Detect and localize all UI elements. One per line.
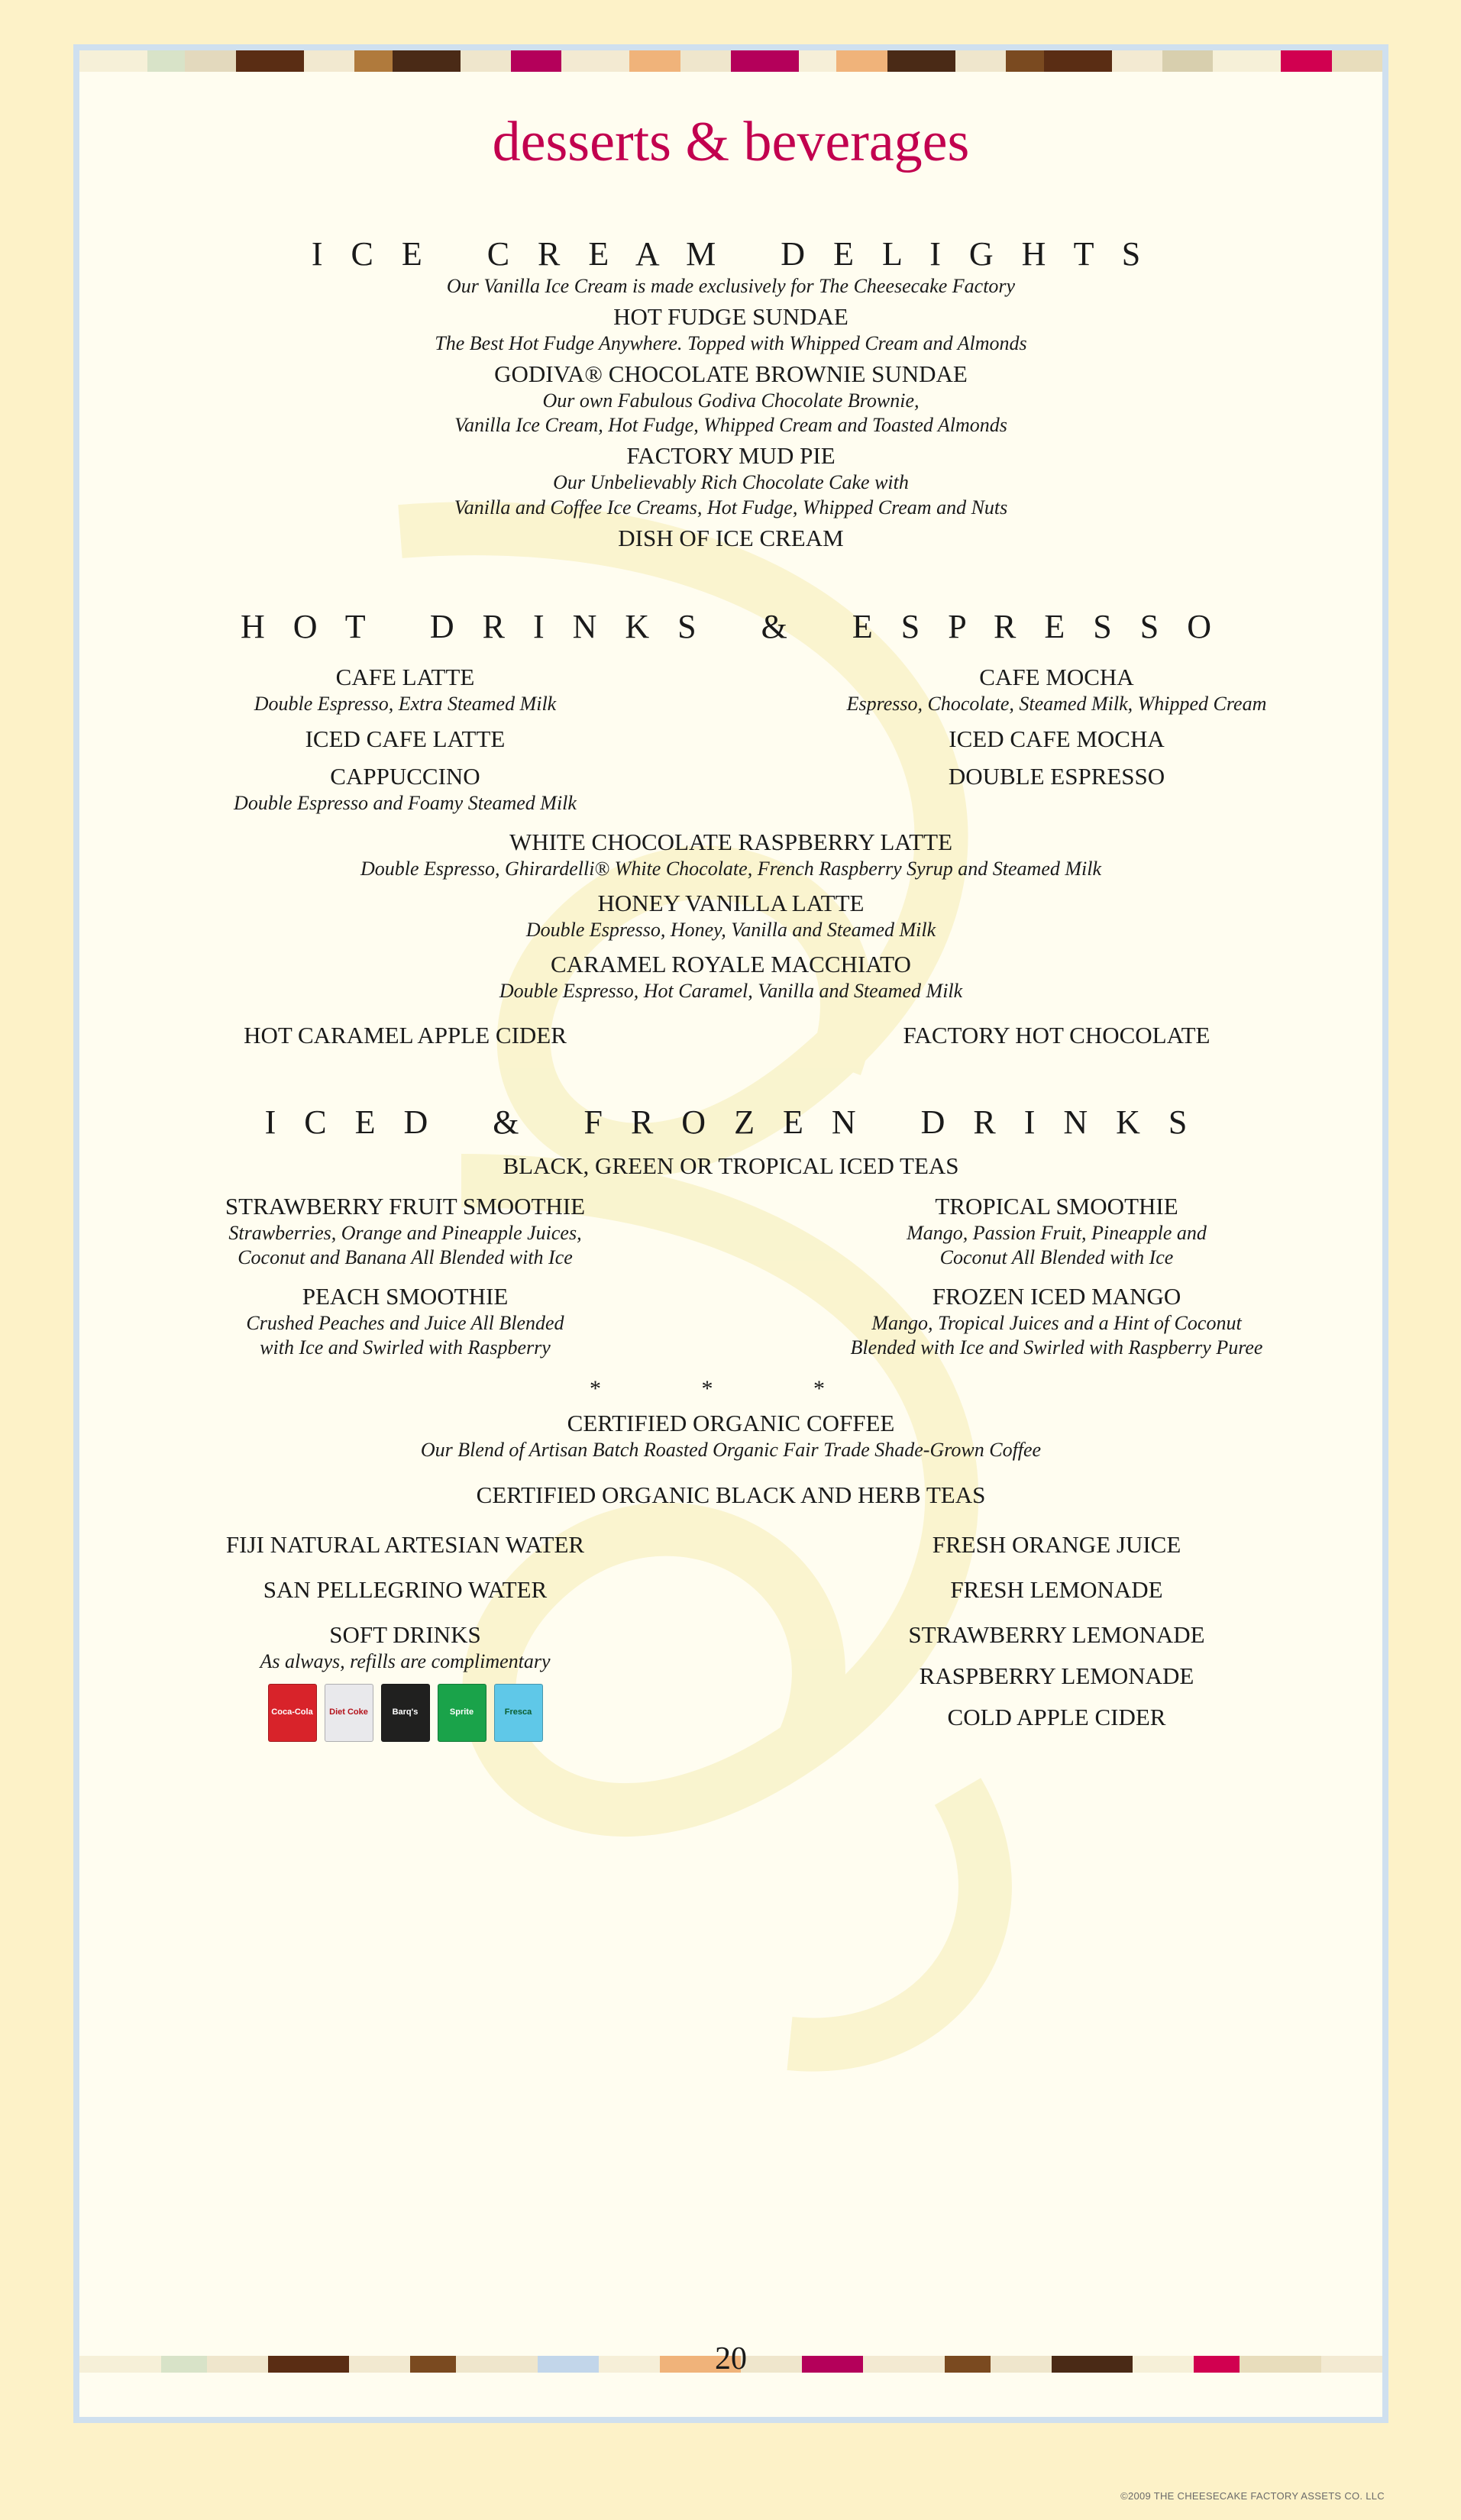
menu-item-desc: Mango, Passion Fruit, Pineapple and (907, 1222, 1207, 1245)
menu-item-desc: Coconut and Banana All Blended with Ice (238, 1246, 573, 1269)
pair-right (731, 1016, 1382, 1049)
menu-item-name[interactable]: DISH OF ICE CREAM (618, 524, 844, 551)
menu-item-name[interactable]: CERTIFIED ORGANIC BLACK AND HERB TEAS (476, 1481, 986, 1509)
pair-left (79, 1616, 731, 1742)
pair-right (731, 1571, 1382, 1604)
section-hot-drinks-espresso (79, 607, 1382, 1050)
pair-left (79, 658, 731, 716)
menu-content (79, 50, 1382, 1742)
menu-item-desc: The Best Hot Fudge Anywhere. Topped with Whipped Cream and Almonds (435, 331, 1027, 354)
drink-pair-row (79, 1526, 1382, 1559)
section-divider-stars: * * * (590, 1375, 872, 1401)
menu-item-desc: Mango, Tropical Juices and a Hint of Coconut (871, 1311, 1242, 1334)
menu-item-desc: Double Espresso, Ghirardelli® White Chocolate, French Raspberry Syrup and Steamed Milk (360, 857, 1102, 880)
menu-item-name[interactable]: TROPICAL SMOOTHIE (935, 1193, 1178, 1220)
drink-pair-row (79, 758, 1382, 815)
drink-pair-row (79, 720, 1382, 753)
menu-item-name[interactable]: FACTORY HOT CHOCOLATE (903, 1022, 1210, 1049)
section-title: I C E D & F R O Z E N D R I N K S (264, 1103, 1198, 1142)
menu-item-desc: Blended with Ice and Swirled with Raspberry Puree (850, 1336, 1263, 1359)
pair-right (731, 1278, 1382, 1359)
menu-item-name[interactable]: FACTORY MUD PIE (626, 442, 836, 470)
copyright-notice: ©2009 THE CHEESECAKE FACTORY ASSETS CO. LLC (1120, 2490, 1385, 2502)
page-title: desserts & beverages (492, 111, 970, 173)
menu-item-desc: As always, refills are complimentary (260, 1649, 551, 1672)
soda-logo-barqs: Barq's (381, 1684, 430, 1742)
menu-item-name[interactable]: CARAMEL ROYALE MACCHIATO (551, 951, 911, 978)
menu-item-name[interactable]: COLD APPLE CIDER (947, 1703, 1166, 1730)
pair-left (79, 1187, 731, 1269)
menu-item-desc: Vanilla and Coffee Ice Creams, Hot Fudge, Whipped Cream and Nuts (454, 496, 1008, 519)
pair-left (79, 1016, 731, 1049)
drink-pair-row (79, 658, 1382, 716)
menu-item-name[interactable]: FROZEN ICED MANGO (932, 1282, 1181, 1310)
pair-right (731, 658, 1382, 716)
menu-item-name[interactable]: CAFE MOCHA (979, 663, 1134, 690)
menu-item-desc: with Ice and Swirled with Raspberry (260, 1336, 551, 1359)
section-title: H O T D R I N K S & E S P R E S S O (241, 607, 1221, 645)
soda-logo-coca-cola: Coca-Cola (268, 1684, 317, 1742)
menu-item-desc: Vanilla Ice Cream, Hot Fudge, Whipped Cream and Toasted Almonds (454, 414, 1007, 437)
menu-item-name[interactable]: HONEY VANILLA LATTE (597, 890, 865, 917)
menu-item-desc: Double Espresso and Foamy Steamed Milk (234, 791, 577, 814)
pair-left (79, 758, 731, 815)
menu-item-name[interactable]: FIJI NATURAL ARTESIAN WATER (225, 1531, 585, 1559)
pair-right (731, 758, 1382, 815)
pair-right (731, 1616, 1382, 1742)
menu-item-name[interactable]: STRAWBERRY FRUIT SMOOTHIE (225, 1193, 586, 1220)
menu-item-name[interactable]: PEACH SMOOTHIE (302, 1282, 509, 1310)
pair-left (79, 720, 731, 753)
soda-logo-fresca: Fresca (494, 1684, 543, 1742)
menu-item-desc: Coconut All Blended with Ice (939, 1246, 1174, 1269)
menu-item-name[interactable]: FRESH ORANGE JUICE (932, 1531, 1181, 1559)
page-number: 20 (715, 2341, 747, 2376)
pair-right (731, 1187, 1382, 1269)
section-ice-cream-delights (79, 234, 1382, 552)
drink-pair-row (79, 1016, 1382, 1049)
menu-item-desc: Double Espresso, Extra Steamed Milk (254, 692, 557, 715)
soda-logo-sprite: Sprite (438, 1684, 486, 1742)
menu-item-desc: Espresso, Chocolate, Steamed Milk, Whipped Cream (846, 692, 1267, 715)
soda-logo-diet-coke: Diet Coke (325, 1684, 373, 1742)
pair-left (79, 1571, 731, 1604)
menu-item-desc: Our Blend of Artisan Batch Roasted Organic Fair Trade Shade-Grown Coffee (420, 1438, 1042, 1461)
pair-right (731, 1526, 1382, 1559)
menu-item-name[interactable]: FRESH LEMONADE (950, 1576, 1163, 1604)
drink-pair-row (79, 1616, 1382, 1742)
drink-pair-row (79, 1187, 1382, 1269)
menu-item-desc: Double Espresso, Honey, Vanilla and Steamed Milk (525, 919, 936, 942)
menu-item-name[interactable]: CERTIFIED ORGANIC COFFEE (567, 1409, 895, 1436)
menu-item-desc: Strawberries, Orange and Pineapple Juices, (228, 1222, 582, 1245)
menu-item-name[interactable]: DOUBLE ESPRESSO (948, 762, 1165, 790)
drink-pair-row (79, 1278, 1382, 1359)
menu-page (79, 50, 1382, 2417)
menu-item-name[interactable]: GODIVA® CHOCOLATE BROWNIE SUNDAE (494, 360, 968, 388)
section-iced-frozen-drinks (79, 1103, 1382, 1742)
menu-item-name[interactable]: RASPBERRY LEMONADE (919, 1662, 1194, 1689)
section-title: I C E C R E A M D E L I G H T S (311, 235, 1151, 273)
menu-item-name[interactable]: STRAWBERRY LEMONADE (908, 1620, 1205, 1648)
menu-item-name[interactable]: SAN PELLEGRINO WATER (263, 1576, 548, 1604)
menu-item-name[interactable]: CAPPUCCINO (330, 762, 480, 790)
soft-drink-logo-row (79, 1684, 731, 1742)
menu-item-name[interactable]: WHITE CHOCOLATE RASPBERRY LATTE (509, 828, 953, 855)
drink-pair-row (79, 1571, 1382, 1604)
menu-item-name[interactable]: ICED CAFE LATTE (305, 725, 506, 752)
menu-item-desc: Our own Fabulous Godiva Chocolate Brownie, (542, 389, 920, 412)
menu-item-name[interactable]: BLACK, GREEN OR TROPICAL ICED TEAS (503, 1152, 959, 1180)
pair-left (79, 1526, 731, 1559)
menu-item-desc: Crushed Peaches and Juice All Blended (246, 1311, 564, 1334)
menu-item-name[interactable]: ICED CAFE MOCHA (949, 725, 1165, 752)
menu-item-name[interactable]: SOFT DRINKS (329, 1620, 481, 1648)
menu-item-name[interactable]: HOT CARAMEL APPLE CIDER (244, 1022, 567, 1049)
menu-item-desc: Our Unbelievably Rich Chocolate Cake with (553, 471, 909, 494)
menu-item-desc: Double Espresso, Hot Caramel, Vanilla and Steamed Milk (499, 980, 963, 1003)
menu-item-name[interactable]: HOT FUDGE SUNDAE (613, 303, 848, 330)
menu-frame (73, 44, 1388, 2423)
pair-left (79, 1278, 731, 1359)
section-subtitle: Our Vanilla Ice Cream is made exclusively for The Cheesecake Factory (446, 275, 1016, 297)
menu-item-name[interactable]: CAFE LATTE (335, 663, 475, 690)
pair-right (731, 720, 1382, 753)
